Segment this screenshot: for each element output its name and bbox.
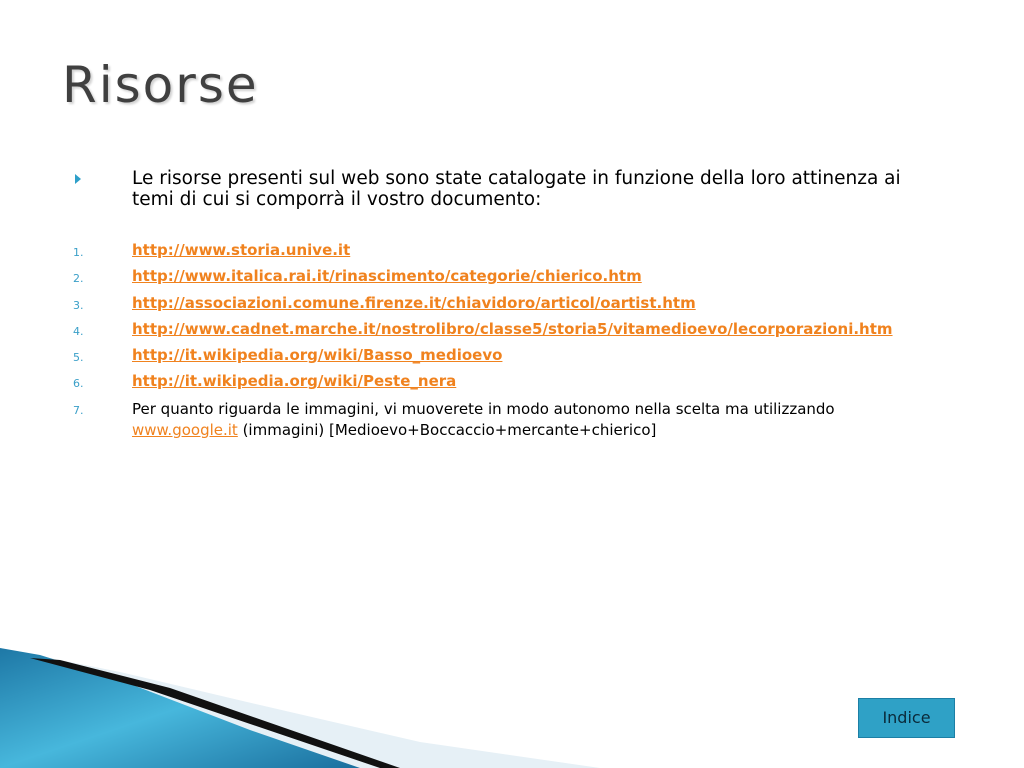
list-item — [0, 372, 1024, 398]
resource-link[interactable]: http://www.cadnet.marche.it/nostrolibro/classe5/storia5/vitamedioevo/lecorporazioni.htm — [132, 319, 893, 338]
list-item — [0, 294, 1024, 320]
item-number: 5. — [73, 351, 84, 365]
resource-link[interactable]: http://www.storia.unive.it — [132, 241, 351, 259]
resource-link[interactable]: http://it.wikipedia.org/wiki/Peste_nera — [132, 372, 457, 391]
list-item — [0, 320, 1024, 346]
image-note-query: (immagini) [Medioevo+Boccaccio+mercante+chierico] — [237, 420, 657, 439]
list-item — [0, 346, 1024, 372]
item-number: 3. — [73, 298, 84, 312]
list-item — [0, 267, 1024, 293]
intro-text: Le risorse presenti sul web sono state catalogate in funzione della loro attinenza ai temi di cui si comporrà il vostro documento: — [132, 168, 901, 210]
item-number: 4. — [73, 324, 84, 338]
item-number: 1. — [73, 246, 84, 259]
triangle-bullet-icon — [75, 174, 81, 184]
item-number: 7. — [73, 403, 84, 417]
resource-link[interactable]: http://associazioni.comune.firenze.it/chiavidoro/articol/oartist.htm — [132, 293, 696, 312]
slide-title: Risorse — [62, 56, 259, 114]
list-item — [0, 241, 1024, 267]
image-note — [132, 399, 932, 441]
image-note-text: Per quanto riguarda le immagini, vi muoverete in modo autonomo nella scelta ma utilizzando — [132, 399, 835, 418]
resource-link[interactable]: http://www.italica.rai.it/rinascimento/categorie/chierico.htm — [132, 267, 642, 286]
index-button[interactable]: Indice — [858, 698, 955, 738]
item-number: 2. — [73, 272, 84, 286]
resource-link[interactable]: http://it.wikipedia.org/wiki/Basso_medioevo — [132, 346, 503, 365]
google-link[interactable]: www.google.it — [132, 420, 238, 439]
item-number: 6. — [73, 377, 84, 391]
resource-list — [0, 241, 1024, 439]
